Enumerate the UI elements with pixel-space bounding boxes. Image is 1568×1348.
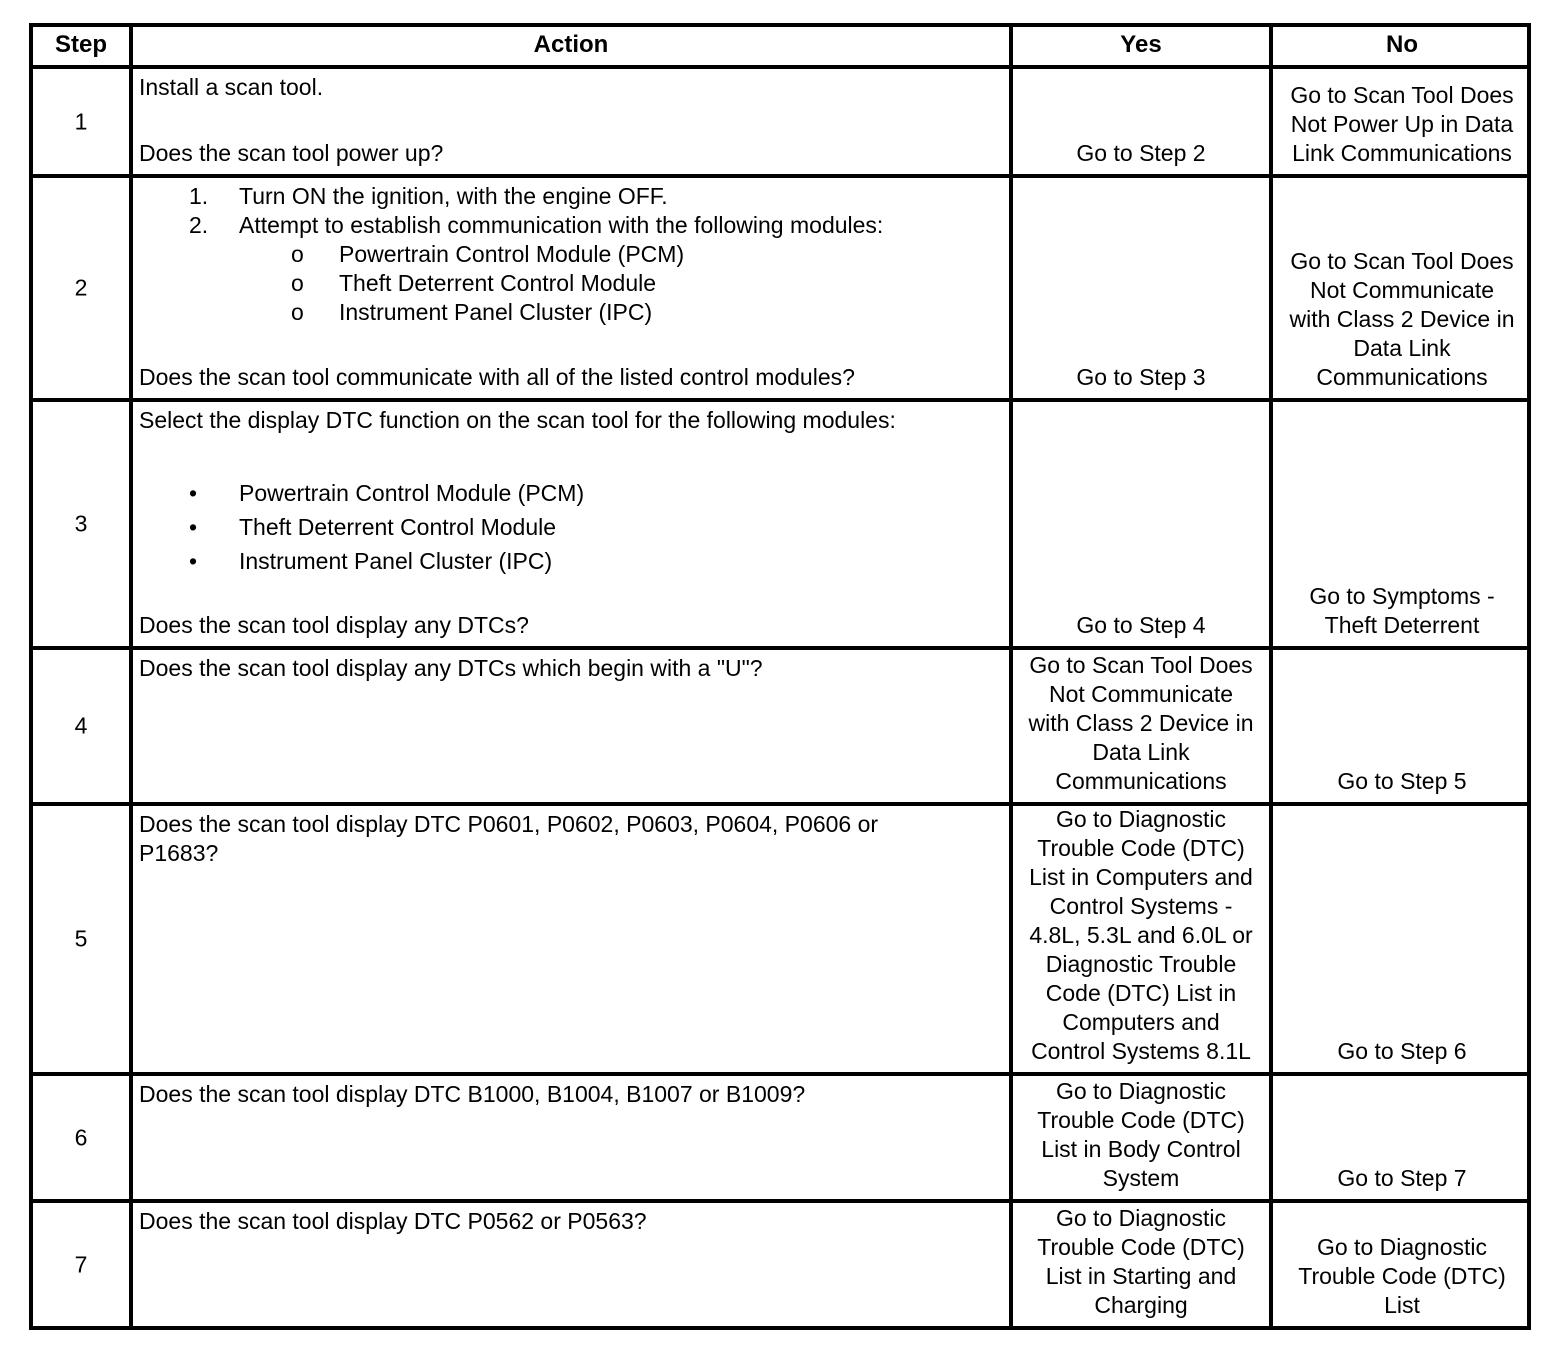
text-line: Go to Scan Tool Does — [1290, 82, 1514, 108]
step-number: 7 — [74, 1251, 88, 1277]
no-text: Go to Step 6 — [1337, 1038, 1467, 1064]
action-text — [139, 1207, 1003, 1236]
text-line: Diagnostic Trouble — [1045, 951, 1237, 977]
step-cell — [33, 402, 133, 646]
yes-cell — [1013, 178, 1273, 398]
step-cell — [33, 69, 133, 174]
list-text: Instrument Panel Cluster (IPC) — [339, 299, 653, 325]
action-text — [139, 654, 1003, 683]
action-cell — [133, 178, 1013, 398]
step-number: 1 — [74, 108, 88, 134]
text-line: Go to Diagnostic — [1055, 806, 1227, 832]
no-text: Go to Step 5 — [1337, 768, 1467, 794]
action-cell — [133, 69, 1013, 174]
yes-text: Go to Step 2 — [1076, 140, 1206, 166]
header-step: Step — [33, 27, 133, 65]
text-line: Theft Deterrent — [1324, 612, 1480, 638]
list-item — [139, 298, 1003, 327]
table-row-5 — [33, 806, 1527, 1072]
text-line: with Class 2 Device in — [1289, 306, 1515, 332]
text-line: List — [1384, 1292, 1420, 1318]
text-line: Go to Scan Tool Does — [1029, 652, 1253, 678]
text-line: Charging — [1094, 1292, 1188, 1318]
yes-text: Go to Step 4 — [1076, 612, 1206, 638]
yes-text: Go to Step 3 — [1076, 364, 1206, 390]
no-text — [1273, 582, 1531, 640]
no-cell — [1273, 1076, 1531, 1199]
action-cell — [133, 1076, 1013, 1199]
yes-cell — [1013, 402, 1273, 646]
step-number: 6 — [74, 1124, 88, 1150]
text-line: Data Link — [1092, 739, 1190, 765]
circle-bullet: o — [291, 241, 304, 267]
no-cell — [1273, 650, 1531, 802]
action-question: Does the scan tool display any DTCs? — [139, 612, 529, 638]
step-number: 4 — [74, 712, 88, 739]
action-cell — [133, 806, 1013, 1072]
step-number: 2 — [74, 274, 88, 301]
text-line: System — [1102, 1165, 1180, 1191]
yes-cell — [1013, 1203, 1273, 1326]
circle-bullet: o — [291, 299, 304, 325]
action-text: Install a scan tool. — [139, 74, 324, 100]
text-line: Computers and — [1062, 1009, 1220, 1035]
step-number: 3 — [74, 510, 88, 537]
yes-cell — [1013, 806, 1273, 1072]
header-row — [33, 27, 1527, 65]
text-line: P1683? — [139, 840, 219, 866]
table-row-4 — [33, 650, 1527, 802]
text-line: List in Computers and — [1029, 864, 1253, 890]
text-line: Trouble Code (DTC) — [1298, 1263, 1506, 1289]
yes-text — [1013, 1204, 1269, 1320]
text-line: Trouble Code (DTC) — [1037, 1234, 1245, 1260]
step-number: 5 — [74, 925, 88, 952]
no-cell — [1273, 806, 1531, 1072]
text-line: with Class 2 Device in — [1028, 710, 1254, 736]
bullet: • — [189, 480, 198, 506]
text-line: Trouble Code (DTC) — [1037, 1107, 1245, 1133]
header-yes: Yes — [1013, 27, 1273, 65]
text-line: Not Power Up in Data — [1290, 111, 1514, 137]
text-line: Not Communicate — [1309, 277, 1495, 303]
text-line: Communications — [1316, 364, 1488, 390]
bullet: • — [189, 548, 198, 574]
list-text: Turn ON the ignition, with the engine OFF. — [239, 183, 668, 209]
list-text: Theft Deterrent Control Module — [239, 514, 557, 540]
list-text: Attempt to establish communication with the following modules: — [239, 212, 884, 238]
text-line: Go to Diagnostic — [1055, 1205, 1227, 1231]
no-cell — [1273, 69, 1531, 174]
table-row-2 — [33, 178, 1527, 398]
list-item — [139, 211, 1003, 240]
list-item — [139, 479, 1003, 513]
action-text: Select the display DTC function on the scan tool for the following modules: — [139, 407, 896, 433]
text-line: Code (DTC) List in — [1045, 980, 1237, 1006]
no-text — [1273, 81, 1531, 168]
action-cell — [133, 402, 1013, 646]
yes-text — [1013, 651, 1269, 796]
header-action: Action — [133, 27, 1013, 65]
text-line: Go to Diagnostic — [1316, 1234, 1488, 1260]
yes-cell — [1013, 69, 1273, 174]
yes-cell — [1013, 1076, 1273, 1199]
step-cell — [33, 806, 133, 1072]
list-item — [139, 513, 1003, 547]
no-text — [1273, 1233, 1531, 1320]
list-item — [139, 547, 1003, 581]
action-text — [139, 810, 1003, 868]
action-question: Does the scan tool communicate with all of the listed control modules? — [139, 364, 855, 390]
list-text: Theft Deterrent Control Module — [339, 270, 657, 296]
text-line: Trouble Code (DTC) — [1037, 835, 1245, 861]
step-cell — [33, 178, 133, 398]
no-cell — [1273, 402, 1531, 646]
text-line: List in Body Control — [1041, 1136, 1241, 1162]
header-no: No — [1386, 31, 1418, 58]
list-item — [139, 269, 1003, 298]
action-question: Does the scan tool power up? — [139, 140, 444, 166]
text-line: Does the scan tool display DTC P0562 or P0563? — [139, 1208, 647, 1234]
text-line: Control Systems - — [1049, 893, 1233, 919]
text-line: Control Systems 8.1L — [1031, 1038, 1251, 1064]
step-cell — [33, 1076, 133, 1199]
table-row-7 — [33, 1203, 1527, 1326]
no-text — [1273, 247, 1531, 392]
yes-text — [1013, 805, 1269, 1066]
text-line: 4.8L, 5.3L and 6.0L or — [1029, 922, 1253, 948]
text-line: Go to Symptoms - — [1309, 583, 1495, 609]
diagnostic-table — [29, 23, 1531, 1330]
numbered-list — [139, 182, 1003, 327]
no-text: Go to Step 7 — [1337, 1165, 1467, 1191]
no-cell — [1273, 178, 1531, 398]
text-line: Does the scan tool display DTC P0601, P0602, P0603, P0604, P0606 or — [139, 811, 879, 837]
text-line: Does the scan tool display DTC B1000, B1004, B1007 or B1009? — [139, 1081, 806, 1107]
list-text: Powertrain Control Module (PCM) — [339, 241, 685, 267]
action-cell — [133, 1203, 1013, 1326]
step-cell — [33, 1203, 133, 1326]
text-line: Go to Diagnostic — [1055, 1078, 1227, 1104]
text-line: Link Communications — [1292, 140, 1512, 166]
action-text — [139, 1080, 1003, 1109]
step-cell — [33, 650, 133, 802]
list-text: Powertrain Control Module (PCM) — [239, 480, 585, 506]
bullet: • — [189, 514, 198, 540]
circle-bullet: o — [291, 270, 304, 296]
text-line: Data Link — [1353, 335, 1451, 361]
yes-cell — [1013, 650, 1273, 802]
action-cell — [133, 650, 1013, 802]
text-line: Does the scan tool display any DTCs which begin with a "U"? — [139, 655, 763, 681]
text-line: List in Starting and — [1045, 1263, 1237, 1289]
table-row-1 — [33, 69, 1527, 174]
text-line: Not Communicate — [1048, 681, 1234, 707]
table-row-3 — [33, 402, 1527, 646]
bullet-list — [139, 479, 1003, 581]
list-text: Instrument Panel Cluster (IPC) — [239, 548, 553, 574]
text-line: Go to Scan Tool Does — [1290, 248, 1514, 274]
list-item — [139, 240, 1003, 269]
table-row-6 — [33, 1076, 1527, 1199]
no-cell — [1273, 1203, 1531, 1326]
list-marker: 1. — [189, 183, 209, 209]
list-item — [139, 182, 1003, 211]
text-line: Communications — [1055, 768, 1227, 794]
yes-text — [1013, 1077, 1269, 1193]
list-marker: 2. — [189, 212, 209, 238]
